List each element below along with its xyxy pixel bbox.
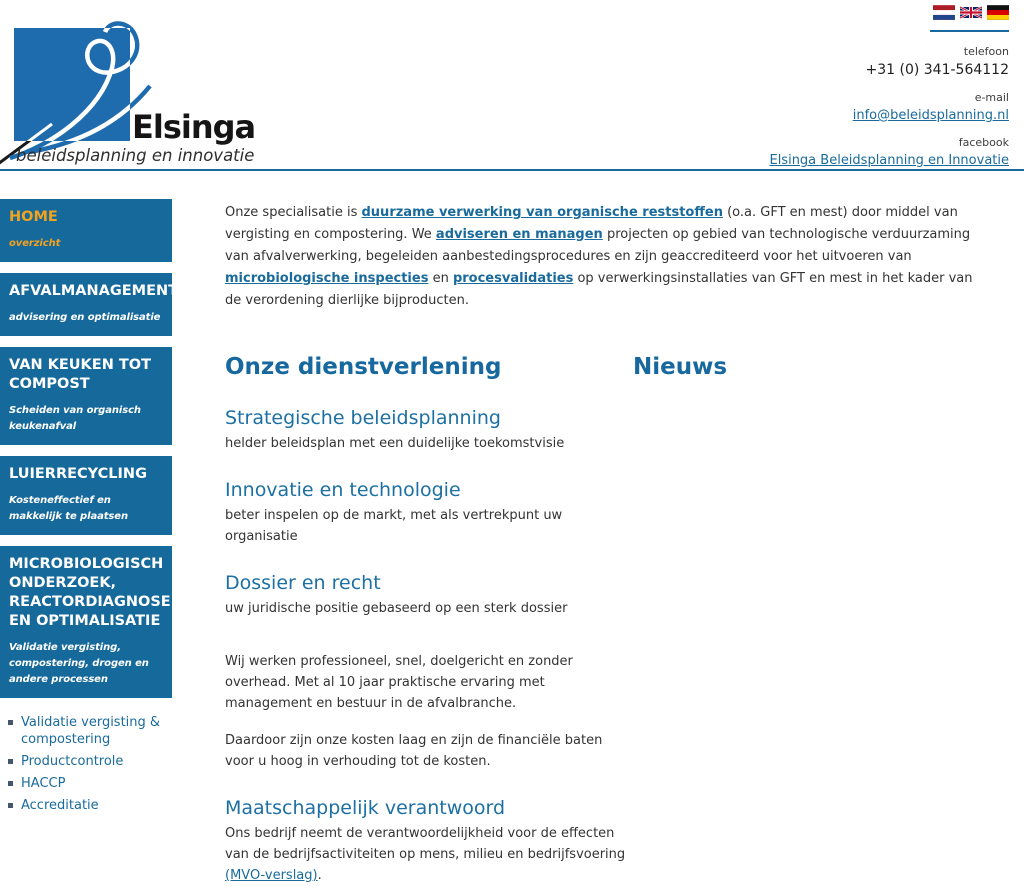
logo-tagline: beleidsplanning en innovatie — [16, 146, 255, 165]
about-paragraph: Daardoor zijn onze kosten laag en zijn de financiële baten voor u hoog in verhouding tot de kosten. — [225, 733, 603, 769]
list-item — [8, 753, 172, 770]
square-bullet-icon — [8, 803, 13, 808]
news-column — [633, 354, 993, 886]
about-paragraph: Wij werken professioneel, snel, doelgericht en zonder overhead. Met al 10 jaar praktische ervaring met management en bestuur in de afvalbranche. — [225, 654, 573, 711]
sidebar-navigation — [0, 171, 179, 886]
intro-text: (o.a. GFT en mest) door middel van vergisting en compostering. We — [225, 205, 958, 242]
list-item — [8, 714, 172, 748]
sublink-haccp[interactable]: HACCP — [21, 776, 66, 791]
page-content — [0, 171, 1024, 886]
site-header — [0, 0, 1024, 171]
mvo-verslag-link[interactable]: (MVO-verslag) — [225, 868, 318, 883]
service-description: helder beleidsplan met een duidelijke toekomstvisie — [225, 436, 565, 451]
service-title-dossier-en-recht: Dossier en recht — [225, 572, 381, 594]
sublink-validatie-vergisting[interactable]: Validatie vergisting & compostering — [21, 715, 161, 747]
intro-paragraph — [225, 202, 990, 312]
email-label: e-mail — [974, 91, 1009, 104]
service-title-innovatie-en-technologie: Innovatie en technologie — [225, 479, 461, 501]
united-kingdom-flag-icon[interactable] — [960, 5, 982, 20]
flags-underline — [930, 30, 1009, 32]
sidebar-item-afvalmanagement[interactable]: AFVALMANAGEMENT advisering en optimalisatie — [0, 273, 172, 336]
netherlands-flag-icon[interactable] — [933, 5, 955, 20]
intro-link-microbiologische-inspecties[interactable]: microbiologische inspecties — [225, 271, 429, 286]
mvo-paragraph — [225, 823, 627, 886]
sublink-productcontrole[interactable]: Productcontrole — [21, 754, 124, 769]
list-item — [8, 797, 172, 814]
mvo-text: . — [317, 868, 322, 883]
company-logo[interactable] — [0, 0, 280, 170]
two-column-area — [225, 354, 993, 886]
square-bullet-icon — [8, 720, 13, 725]
services-heading: Onze dienstverlening — [225, 354, 502, 380]
intro-text: op verwerkingsinstallaties van GFT en mest in het kader van de verordening dierlijke bijproducten. — [225, 271, 973, 308]
sidebar-item-microbiologisch-onderzoek[interactable]: MICROBIOLOGISCH ONDERZOEK, REACTORDIAGNOSE EN OPTIMALISATIE Validatie vergisting, compostering, drogen en andere processen — [0, 546, 172, 698]
service-title-strategische-beleidsplanning: Strategische beleidsplanning — [225, 407, 501, 429]
service-description: uw juridische positie gebaseerd op een sterk dossier — [225, 601, 568, 616]
germany-flag-icon[interactable] — [987, 5, 1009, 20]
phone-number: +31 (0) 341-564112 — [865, 62, 1009, 78]
news-heading: Nieuws — [633, 354, 728, 380]
email-link[interactable]: info@beleidsplanning.nl — [852, 108, 1009, 123]
phone-label: telefoon — [963, 45, 1009, 58]
square-bullet-icon — [8, 759, 13, 764]
main-content — [225, 171, 993, 886]
language-switcher — [689, 5, 1009, 20]
intro-link-duurzame-verwerking[interactable]: duurzame verwerking van organische reststoffen — [361, 205, 723, 220]
service-description: beter inspelen op de markt, met als vertrekpunt uw organisatie — [225, 508, 563, 544]
sublink-accreditatie[interactable]: Accreditatie — [21, 798, 99, 813]
intro-link-procesvalidaties[interactable]: procesvalidaties — [452, 271, 574, 286]
facebook-label: facebook — [958, 136, 1009, 149]
header-contact-block — [689, 5, 1009, 168]
mvo-text: Ons bedrijf neemt de verantwoordelijkheid voor de effecten van de bedrijfsactiviteiten op mens, milieu en bedrijfsvoering — [225, 826, 626, 862]
square-bullet-icon — [8, 781, 13, 786]
services-column — [225, 354, 633, 886]
facebook-link[interactable]: Elsinga Beleidsplanning en Innovatie — [769, 153, 1009, 168]
intro-text: projecten op gebied van technologische verduurzaming van afvalverwerking, begeleiden aanbestedingsprocedures en zijn geaccrediteerd voor het uitvoeren van — [225, 227, 971, 264]
intro-text: Onze specialisatie is — [225, 205, 362, 220]
sidebar-item-van-keuken-tot-compost[interactable]: VAN KEUKEN TOT COMPOST Scheiden van organisch keukenafval — [0, 347, 172, 445]
intro-text: en — [428, 271, 453, 286]
list-item — [8, 775, 172, 792]
logo-wordmark: Elsinga — [132, 108, 256, 146]
sidebar-sublinks — [0, 714, 172, 814]
sidebar-item-home[interactable]: HOME overzicht — [0, 199, 172, 262]
intro-link-adviseren-en-managen[interactable]: adviseren en managen — [435, 227, 603, 242]
service-title-maatschappelijk-verantwoord: Maatschappelijk verantwoord — [225, 797, 506, 819]
sidebar-item-luierrecycling[interactable]: LUIERRECYCLING Kosteneffectief en makkelijk te plaatsen — [0, 456, 172, 535]
